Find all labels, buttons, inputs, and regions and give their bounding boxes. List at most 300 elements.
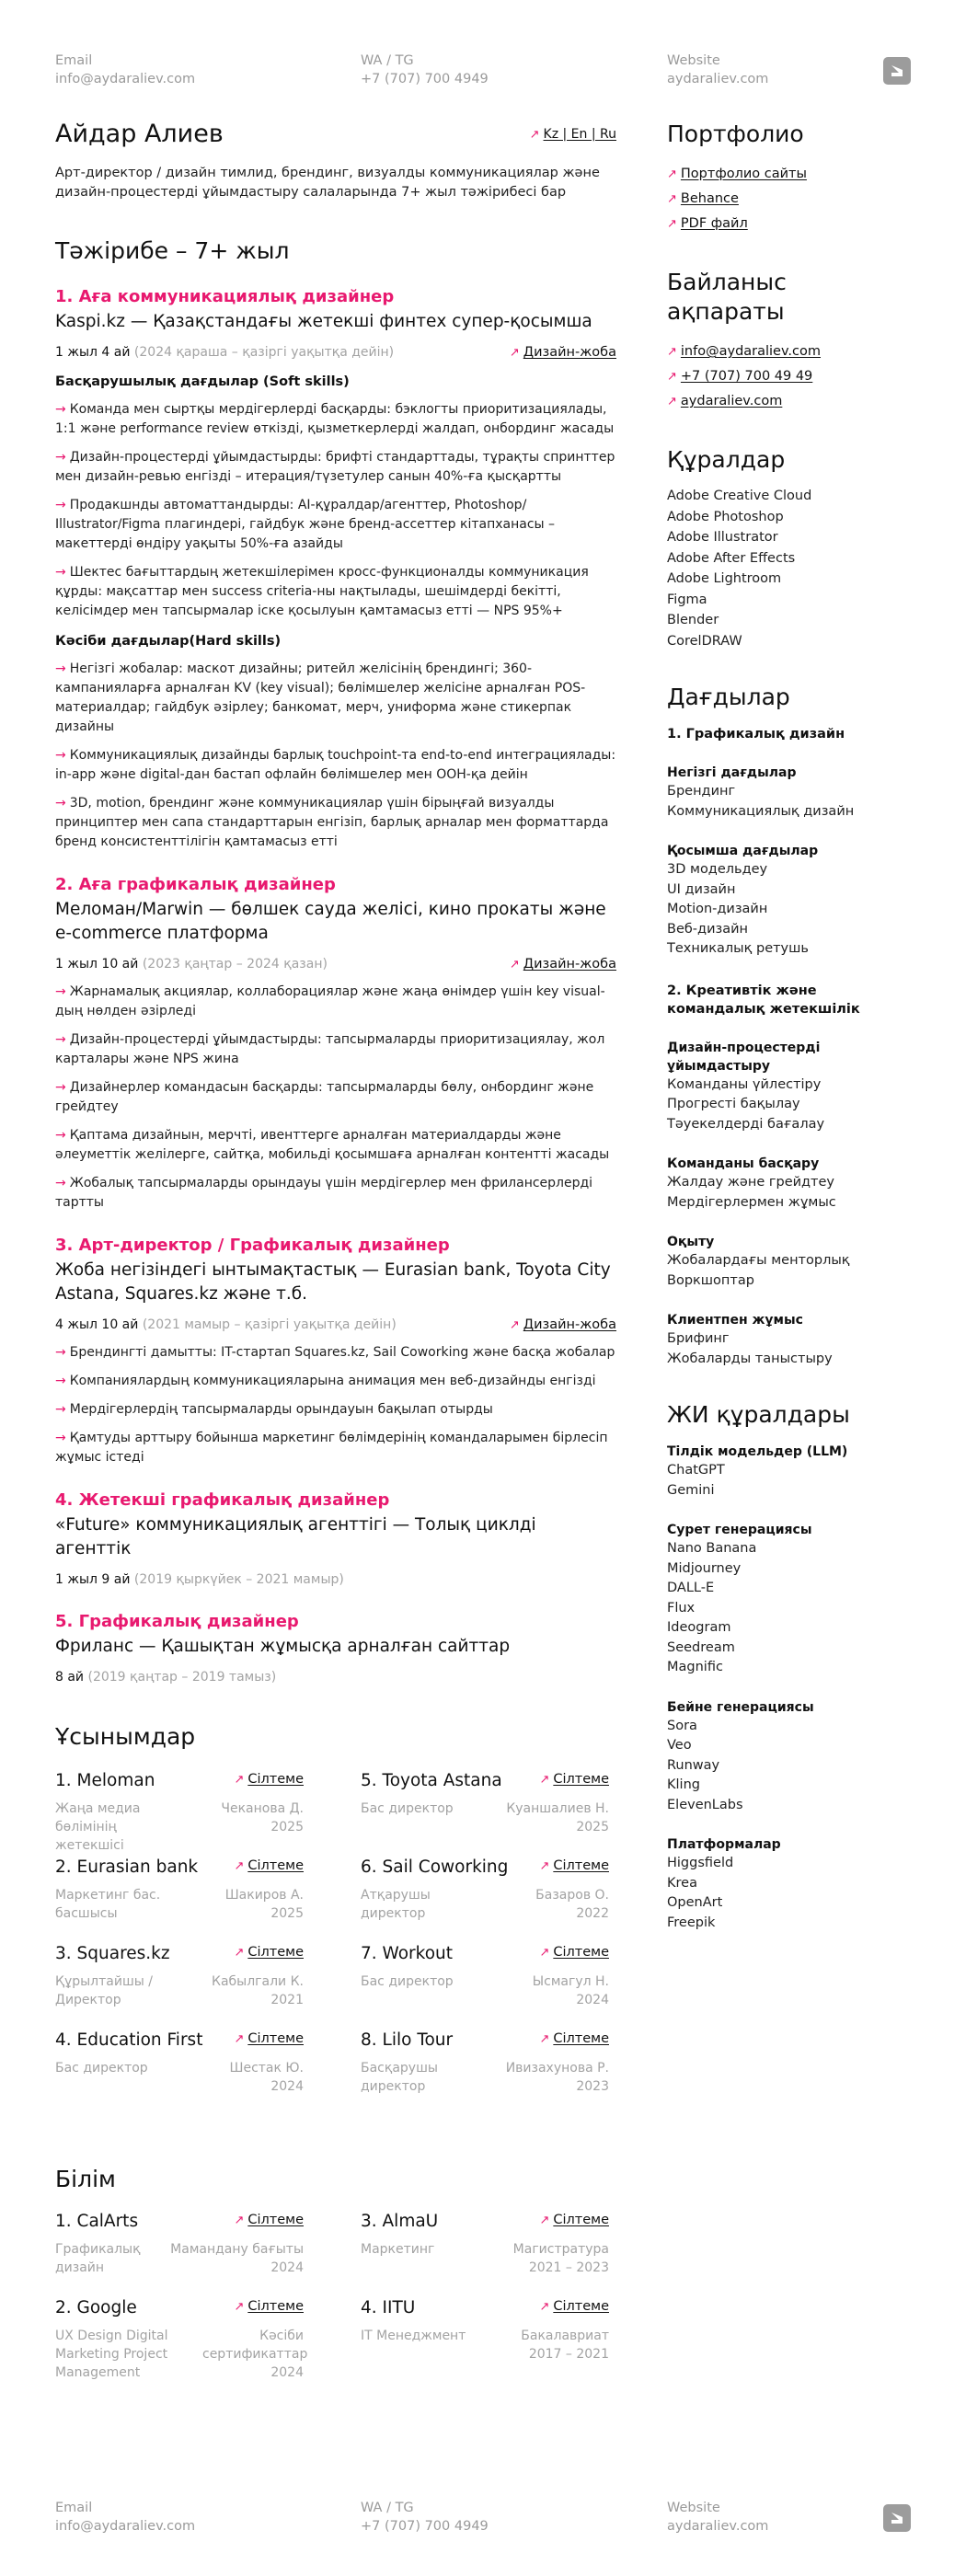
job-portfolio-link[interactable] [510, 955, 616, 974]
profile-name: Айдар Алиев [55, 120, 224, 148]
skills-subtitle: Дизайн-процестерді ұйымдастыру [667, 1040, 821, 1074]
skill-item: Коммуникациялық дизайн [667, 803, 855, 819]
ai-tool-item: Magnific [667, 1660, 723, 1674]
ai-subtitle: Платформалар [667, 1837, 781, 1852]
arrow-right-icon: → [55, 498, 66, 512]
portfolio-title: Портфолио [667, 121, 804, 147]
recommendation-company: 6. Sail Coworking [361, 1857, 509, 1877]
header-website-value[interactable]: aydaraliev.com [667, 72, 769, 86]
recommendation-item [361, 1770, 609, 1844]
arrow-up-right-icon: ↗ [234, 2032, 245, 2046]
recommendation-author [225, 1886, 304, 1923]
job-duration-value: 1 жыл 4 ай [55, 345, 131, 360]
job-bullet [55, 1429, 616, 1467]
ai-subtitle: Бейне генерациясы [667, 1699, 814, 1715]
job-bullet-text: Брендингті дамытты: IT-стартап Squares.kz, Sail Coworking және басқа жобалар [69, 1345, 615, 1360]
header-email[interactable] [55, 52, 195, 88]
ai-tool-item: Ideogram [667, 1620, 731, 1635]
ai-tool-item: ChatGPT [667, 1463, 725, 1478]
recommendation-role: Бас директор [361, 1801, 454, 1816]
portfolio-link[interactable] [667, 212, 911, 236]
arrow-right-icon: → [55, 984, 66, 999]
recommendation-year: 2023 [576, 2079, 609, 2094]
skill-item: Команданы үйлестіру [667, 1076, 822, 1092]
job-bullet [55, 1372, 616, 1391]
skill-item: Мердігерлермен жұмыс [667, 1194, 836, 1210]
contacts-section [667, 268, 911, 414]
header-contacts [55, 52, 911, 107]
recommendation-author [230, 2059, 305, 2096]
recommendation-author [221, 1800, 304, 1836]
education-grid [55, 2211, 616, 2413]
header-website-label: Website [667, 53, 720, 68]
recommendation-role: Маркетинг бас. басшысы [55, 1888, 161, 1921]
recommendation-person: Шестак Ю. [229, 2061, 304, 2076]
skill-item: Жобалардағы менторлық [667, 1253, 850, 1268]
job-bullet-text: 3D, motion, брендинг және коммуникациялар үшін бірыңғай визуалды принциптер мен сапа стандарттарын енгізіп, барлық арналар мен форматтарда бренд консистенттілігін қамтамасыз етті [55, 796, 609, 849]
job-company: Жоба негізіндегі ынтымақтастық — Eurasian bank, Toyota City Astana, Squares.kz және т.б. [55, 1260, 611, 1304]
recommendation-author [506, 2059, 609, 2096]
education-year: 2024 [270, 2365, 304, 2380]
skills-subtitle: Команданы басқару [667, 1156, 820, 1171]
job-bullet-text: Команда мен сыртқы мердігерлерді басқарды: бэклогты приоритизациялады, 1:1 және performance review өткізді, қызметкерлерді жалдап, онбординг жасады [55, 402, 615, 436]
header-email-value[interactable]: info@aydaraliev.com [55, 72, 196, 86]
job-company: Kaspi.kz — Қазақстандағы жетекші финтех супер-қосымша [55, 312, 592, 331]
education-field: Маркетинг [361, 2242, 435, 2257]
job-bullet-text: Дизайн-процестерді ұйымдастырды: брифті стандарттады, тұрақты спринттер мен дизайн-ревью енгізді – итерация/түзетулер санын 40%-ға қысқартты [55, 450, 615, 484]
education-school: 2. Google [55, 2298, 137, 2317]
job-bullet [55, 400, 616, 439]
job-title: 3. Арт-директор / Графикалық дизайнер [55, 1236, 450, 1255]
header-phone-label: WA / TG [361, 53, 414, 68]
job-bullet [55, 1030, 616, 1069]
job-company: «Future» коммуникациялық агенттігі — Толық циклді агенттік [55, 1515, 536, 1558]
portfolio-link[interactable] [667, 162, 911, 187]
recommendation-item [361, 2030, 609, 2103]
recommendation-link-label[interactable]: Сілтеме [553, 2031, 609, 2046]
arrow-up-right-icon: ↗ [667, 217, 677, 231]
arrow-up-right-icon: ↗ [539, 1946, 550, 1960]
skill-item: Техникалық ретушь [667, 941, 809, 956]
recommendation-link-label[interactable]: Сілтеме [553, 1945, 609, 1960]
footer-email[interactable] [55, 2499, 195, 2536]
arrow-up-right-icon: ↗ [539, 2032, 550, 2046]
tool-item: Blender [667, 613, 719, 627]
experience-title: Тәжірибе – 7+ жыл [55, 237, 290, 264]
tool-item: CorelDRAW [667, 633, 742, 649]
skills-subtitle: Оқыту [667, 1235, 715, 1249]
arrow-up-right-icon: ↗ [234, 1773, 245, 1787]
arrow-right-icon: → [55, 1402, 66, 1417]
ai-tools-title: ЖИ құралдары [667, 1401, 850, 1428]
contact-link-label[interactable]: aydaraliev.com [680, 394, 783, 408]
job-item [55, 1611, 616, 1686]
arrow-up-right-icon: ↗ [529, 128, 540, 142]
recommendation-person: Кабылгали К. [212, 1974, 304, 1989]
job-duration-value: 8 ай [55, 1670, 85, 1685]
job-bullet-text: Жобалық тапсырмаларды орындауы үшін мердігерлер мен фрилансерлерді тартты [55, 1176, 593, 1210]
arrow-right-icon: → [55, 1128, 66, 1143]
job-bullet-text: Компаниялардың коммуникацияларына анимация мен веб-дизайнды енгізді [69, 1374, 596, 1388]
education-section [55, 2166, 616, 2413]
arrow-right-icon: → [55, 1374, 66, 1388]
arrow-right-icon: → [55, 796, 66, 811]
job-bullet [55, 1343, 616, 1363]
contact-link-label[interactable]: info@aydaraliev.com [680, 344, 822, 359]
recommendation-item [55, 1770, 304, 1853]
recommendation-company: 2. Eurasian bank [55, 1857, 199, 1877]
skills-title: Дағдылар [667, 684, 790, 710]
arrow-up-right-icon: ↗ [667, 395, 677, 408]
job-portfolio-label[interactable]: Дизайн-жоба [523, 345, 616, 360]
arrow-up-right-icon: ↗ [234, 2214, 245, 2227]
education-field: Графикалық дизайн [55, 2242, 141, 2275]
ai-subtitle: Тілдік модельдер (LLM) [667, 1444, 848, 1459]
job-company: Меломан/Marwin — бөлшек сауда желісі, кино прокаты және e-commerce платформа [55, 900, 606, 943]
job-duration-value: 1 жыл 10 ай [55, 957, 139, 972]
recommendation-link[interactable] [539, 2031, 609, 2046]
job-bullet [55, 1078, 616, 1117]
main-column [55, 120, 616, 2413]
tools-list [667, 486, 911, 651]
recommendation-company: 7. Workout [361, 1944, 454, 1963]
recommendation-year: 2025 [270, 1820, 304, 1834]
recommendation-person: Куаншалиев Н. [506, 1801, 609, 1816]
job-title: 4. Жетекші графикалық дизайнер [55, 1490, 390, 1510]
education-link-label[interactable]: Сілтеме [553, 2299, 609, 2314]
recommendation-link[interactable] [234, 2031, 304, 2046]
arrow-right-icon: → [55, 402, 66, 417]
header-email-label: Email [55, 53, 93, 68]
arrow-up-right-icon: ↗ [539, 2214, 550, 2227]
recommendation-role: Бас директор [55, 2061, 148, 2076]
recommendation-link[interactable] [234, 1772, 304, 1787]
job-portfolio-label[interactable]: Дизайн-жоба [523, 957, 616, 972]
job-period: (2023 қаңтар – 2024 қазан) [142, 957, 328, 972]
job-duration [55, 1668, 616, 1686]
job-bullet-text: Шектес бағыттардың жетекшілерімен кросс-функционалды коммуникация құрды: мақсаттар мен success criteria-ны нақтылады, шешімдерді бекітті, келісімдер мен тапсырмалар іске қосылуын қамтамасыз етті — NPS 95%+ [55, 565, 589, 618]
education-field: UX Design Digital Marketing Project Management [55, 2329, 168, 2380]
job-item [55, 1235, 616, 1467]
skills-group-title: 2. Креативтік және командалық жетекшілік [667, 983, 860, 1017]
soft-skills-title: Басқарушылық дағдылар (Soft skills) [55, 374, 350, 389]
ai-tool-item: OpenArt [667, 1895, 723, 1910]
job-bullet [55, 660, 616, 737]
education-link[interactable] [539, 2299, 609, 2314]
recommendation-link[interactable] [234, 1945, 304, 1960]
recommendation-link-label[interactable]: Сілтеме [247, 1945, 304, 1960]
recommendation-link[interactable] [539, 1772, 609, 1787]
education-degree [513, 2240, 609, 2277]
education-degree [170, 2240, 304, 2277]
tool-item: Adobe Illustrator [667, 530, 778, 545]
ai-tool-item: Flux [667, 1600, 696, 1616]
education-degree-name: Бакалавриат [521, 2329, 609, 2343]
portfolio-link-label[interactable]: PDF файл [680, 216, 748, 231]
arrow-right-icon: → [55, 1080, 66, 1095]
education-link[interactable] [234, 2213, 304, 2227]
header-phone[interactable] [361, 52, 489, 88]
tools-title: Құралдар [667, 446, 786, 473]
recommendation-person: Ысмагул Н. [532, 1974, 609, 1989]
education-item [361, 2211, 609, 2275]
job-item [55, 874, 616, 1213]
ai-tool-item: Freepik [667, 1915, 716, 1930]
tool-item: Adobe Creative Cloud [667, 489, 812, 503]
recommendation-link[interactable] [234, 1858, 304, 1873]
ai-tools-section [667, 1400, 911, 1933]
arrow-up-right-icon: ↗ [667, 167, 677, 181]
job-duration [55, 1570, 616, 1589]
contact-link[interactable] [667, 364, 911, 389]
recommendation-author [506, 1800, 609, 1836]
recommendation-year: 2025 [576, 1820, 609, 1834]
ai-tool-item: Higgsfield [667, 1856, 734, 1870]
recommendation-author [535, 1886, 609, 1923]
job-period: (2019 қыркүйек – 2021 мамыр) [133, 1572, 344, 1587]
contacts-title: Байланыс ақпараты [667, 269, 787, 325]
portfolio-link[interactable] [667, 187, 911, 212]
portfolio-links [667, 162, 911, 236]
recommendation-year: 2024 [576, 1993, 609, 2007]
contact-link[interactable] [667, 389, 911, 414]
recommendations-grid [55, 1770, 616, 2138]
job-bullet [55, 1400, 616, 1420]
education-link[interactable] [539, 2213, 609, 2227]
recommendation-link-label[interactable]: Сілтеме [247, 1858, 304, 1873]
sidebar [667, 120, 911, 1933]
skill-item: Брифинг [667, 1331, 730, 1346]
recommendation-year: 2024 [270, 2079, 304, 2094]
footer-phone-value[interactable]: +7 (707) 700 4949 [361, 2519, 489, 2534]
job-duration-value: 1 жыл 9 ай [55, 1572, 131, 1587]
arrow-up-right-icon: ↗ [667, 370, 677, 384]
job-bullet-text: Негізгі жобалар: маскот дизайны; ритейл желісінің брендингі; 360-кампанияларға арналған KV (key visual); бөлімшелер желісіне арналған POS-материалдар; гайдбук әзірлеу; банкомат, мерч, униформа және стикерпак дизайны [55, 661, 586, 734]
recommendation-company: 8. Lilo Tour [361, 2030, 454, 2050]
skill-item: UI дизайн [667, 881, 736, 897]
contact-link-label[interactable]: +7 (707) 700 49 49 [680, 369, 813, 384]
job-bullet-text: Коммуникациялық дизайнды барлық touchpoint-та end-to-end интеграциялады: in-app және digital-дан бастап офлайн бөлімшелер мен OOH-қа дейін [55, 748, 616, 782]
profile-header [55, 120, 616, 153]
arrow-up-right-icon: ↗ [234, 1946, 245, 1960]
arrow-right-icon: → [55, 748, 66, 763]
skill-item: Брендинг [667, 784, 736, 799]
arrow-up-right-icon: ↗ [509, 346, 520, 360]
ai-tool-item: Seedream [667, 1639, 735, 1655]
recommendation-link[interactable] [539, 1858, 609, 1873]
job-portfolio-link[interactable] [510, 343, 616, 362]
ai-tool-item: Sora [667, 1718, 697, 1733]
education-item [361, 2297, 609, 2362]
job-duration-value: 4 жыл 10 ай [55, 1317, 139, 1332]
recommendation-link-label[interactable]: Сілтеме [553, 1858, 609, 1873]
job-bullet [55, 563, 616, 621]
job-title: 1. Аға коммуникациялық дизайнер [55, 287, 395, 306]
skill-item: 3D модельдеу [667, 862, 768, 877]
job-duration [55, 343, 616, 362]
skills-group-title: 1. Графикалық дизайн [667, 727, 845, 742]
education-degree-name: Магистратура [512, 2242, 609, 2257]
job-bullet [55, 496, 616, 554]
arrow-right-icon: → [55, 1431, 66, 1445]
arrow-up-right-icon: ↗ [667, 345, 677, 359]
education-link-label[interactable]: Сілтеме [247, 2299, 304, 2314]
education-link-label[interactable]: Сілтеме [247, 2213, 304, 2227]
job-bullet-text: Қамтуды арттыру бойынша маркетинг бөлімдерінің командаларымен бірлесіп жұмыс істеді [55, 1431, 608, 1465]
contact-link[interactable] [667, 339, 911, 364]
portfolio-link-label[interactable]: Портфолио сайты [680, 167, 807, 181]
ai-tool-item: Kling [667, 1777, 700, 1792]
footer-email-label: Email [55, 2501, 93, 2515]
education-item [55, 2211, 304, 2275]
ai-tool-item: Midjourney [667, 1560, 742, 1576]
recommendation-item [361, 1857, 609, 1930]
header-website[interactable] [667, 52, 768, 88]
job-portfolio-link[interactable] [510, 1316, 616, 1335]
arrow-up-right-icon: ↗ [509, 1318, 520, 1332]
job-bullet [55, 983, 616, 1021]
education-degree-name: Мамандану бағыты [170, 2242, 304, 2257]
footer-website[interactable] [667, 2499, 768, 2536]
portfolio-link-label[interactable]: Behance [680, 191, 739, 206]
brand-logo-icon [883, 2504, 911, 2532]
tools-section [667, 445, 911, 651]
arrow-up-right-icon: ↗ [539, 2300, 550, 2314]
job-bullet-text: Жарнамалық акциялар, коллаборациялар және жаңа өнімдер үшін key visual-дың нөлден әзірледі [55, 984, 605, 1018]
recommendation-year: 2025 [270, 1906, 304, 1921]
recommendation-item [361, 1943, 609, 2017]
brand-logo-icon [883, 57, 911, 85]
recommendations-title: Ұсынымдар [55, 1723, 196, 1750]
tool-item: Adobe Photoshop [667, 509, 784, 524]
ai-tool-item: Veo [667, 1738, 692, 1753]
recommendation-role: Жаңа медиа бөлімінің жетекшісі [55, 1801, 141, 1853]
job-bullet-text: Қаптама дизайнын, мерчті, ивенттерге арналған материалдарды және әлеуметтік желілерге, сайтқа, мобильді қосымшаға арналған контентті жасады [55, 1128, 610, 1162]
arrow-right-icon: → [55, 450, 66, 465]
education-degree-name: Кәсіби сертификаттар [202, 2329, 308, 2362]
recommendation-item [55, 2030, 304, 2103]
job-bullet [55, 794, 616, 852]
skill-item: Жобаларды таныстыру [667, 1351, 833, 1366]
skills-subtitle: Негізгі дағдылар [667, 765, 797, 780]
recommendation-company: 1. Meloman [55, 1771, 155, 1790]
education-degree [202, 2327, 308, 2382]
ai-tool-item: Nano Banana [667, 1541, 757, 1556]
recommendation-role: Бас директор [361, 1974, 454, 1989]
arrow-right-icon: → [55, 1032, 66, 1047]
footer-website-value[interactable]: aydaraliev.com [667, 2519, 769, 2534]
job-item [55, 1489, 616, 1589]
skills-subtitle: Клиентпен жұмыс [667, 1313, 803, 1328]
job-period: (2021 мамыр – қазіргі уақытқа дейін) [142, 1317, 397, 1332]
job-bullet [55, 1174, 616, 1213]
recommendation-role: Басқарушы директор [361, 2061, 438, 2094]
arrow-up-right-icon: ↗ [539, 1859, 550, 1873]
education-school: 3. AlmaU [361, 2212, 439, 2231]
experience-section [55, 237, 616, 1686]
arrow-up-right-icon: ↗ [234, 1859, 245, 1873]
job-title: 5. Графикалық дизайнер [55, 1612, 299, 1631]
recommendation-item [55, 1943, 304, 2017]
recommendation-link-label[interactable]: Сілтеме [247, 1772, 304, 1787]
recommendation-company: 3. Squares.kz [55, 1944, 170, 1963]
education-school: 4. IITU [361, 2298, 416, 2317]
skill-item: Прогресті бақылау [667, 1097, 800, 1111]
recommendation-person: Чеканова Д. [221, 1801, 304, 1816]
ai-tool-item: Runway [667, 1757, 720, 1773]
hard-skills-title: Кәсіби дағдылар(Hard skills) [55, 634, 282, 649]
contacts-links [667, 339, 911, 414]
footer-website-label: Website [667, 2501, 720, 2515]
skill-item: Воркшоптар [667, 1272, 754, 1288]
skill-item: Веб-дизайн [667, 921, 748, 937]
language-switcher[interactable] [530, 127, 616, 142]
job-bullet [55, 448, 616, 487]
arrow-up-right-icon: ↗ [509, 958, 520, 972]
recommendation-person: Ивизахунова Р. [505, 2061, 609, 2076]
ai-subtitle: Сурет генерациясы [667, 1523, 812, 1537]
arrow-up-right-icon: ↗ [667, 192, 677, 206]
skill-item: Жалдау және грейдтеу [667, 1175, 835, 1190]
recommendation-year: 2021 [270, 1993, 304, 2007]
recommendation-author [212, 1972, 304, 2009]
job-period: (2024 қараша – қазіргі уақытқа дейін) [133, 345, 395, 360]
education-school: 1. CalArts [55, 2212, 139, 2231]
job-portfolio-label[interactable]: Дизайн-жоба [523, 1317, 616, 1332]
job-duration [55, 1316, 616, 1334]
education-field: IT Менеджмент [361, 2329, 466, 2343]
recommendation-link-label[interactable]: Сілтеме [553, 1772, 609, 1787]
job-bullet [55, 1126, 616, 1165]
profile-intro: Арт-директор / дизайн тимлид, брендинг, визуалды коммуникациялар және дизайн-процестерді ұйымдастыру салаларында 7+ жыл тәжірибесі бар [55, 166, 600, 200]
ai-tool-item: Krea [667, 1875, 697, 1891]
recommendation-year: 2022 [576, 1906, 609, 1921]
education-title: Білім [55, 2166, 116, 2192]
education-year: 2024 [270, 2260, 304, 2275]
job-company: Фриланс — Қашықтан жұмысқа арналған сайттар [55, 1637, 511, 1656]
job-duration [55, 955, 616, 973]
skill-item: Тәуекелдерді бағалау [667, 1116, 825, 1132]
tool-item: Adobe After Effects [667, 550, 796, 566]
recommendation-item [55, 1857, 304, 1930]
job-period: (2019 қаңтар – 2019 тамыз) [87, 1670, 277, 1685]
footer-phone[interactable] [361, 2499, 489, 2536]
job-bullet-text: Дизайн-процестерді ұйымдастырды: тапсырмаларды приоритизациялау, жол карталары және NPS жина [55, 1032, 605, 1066]
recommendation-person: Шакиров А. [224, 1888, 304, 1903]
ai-tool-item: DALL-E [667, 1581, 715, 1595]
header-phone-value[interactable]: +7 (707) 700 4949 [361, 72, 489, 86]
education-year: 2021 – 2023 [528, 2260, 609, 2275]
job-bullet-text: Мердігерлердің тапсырмаларды орындауын бақылап отырды [69, 1402, 493, 1417]
arrow-right-icon: → [55, 1345, 66, 1360]
footer-email-value[interactable]: info@aydaraliev.com [55, 2519, 196, 2534]
job-title: 2. Аға графикалық дизайнер [55, 875, 336, 894]
education-degree [521, 2327, 609, 2363]
recommendation-link-label[interactable]: Сілтеме [247, 2031, 304, 2046]
arrow-right-icon: → [55, 565, 66, 580]
education-link-label[interactable]: Сілтеме [553, 2213, 609, 2227]
education-item [55, 2297, 308, 2380]
recommendation-link[interactable] [539, 1945, 609, 1960]
job-bullet-text: Продакшнды автоматтандырды: AI-құралдар/агенттер, Photoshop/ Illustrator/Figma плагиндері, гайдбук және бренд-ассеттер кітапханасы – макеттерді өндіру уақыты 50%-ға азайды [55, 498, 556, 551]
recommendation-role: Атқарушы директор [361, 1888, 431, 1921]
arrow-right-icon: → [55, 1176, 66, 1190]
arrow-right-icon: → [55, 661, 66, 676]
education-link[interactable] [234, 2299, 304, 2314]
language-links[interactable]: Kz | En | Ru [543, 127, 616, 142]
arrow-up-right-icon: ↗ [539, 1773, 550, 1787]
job-bullet [55, 746, 616, 785]
